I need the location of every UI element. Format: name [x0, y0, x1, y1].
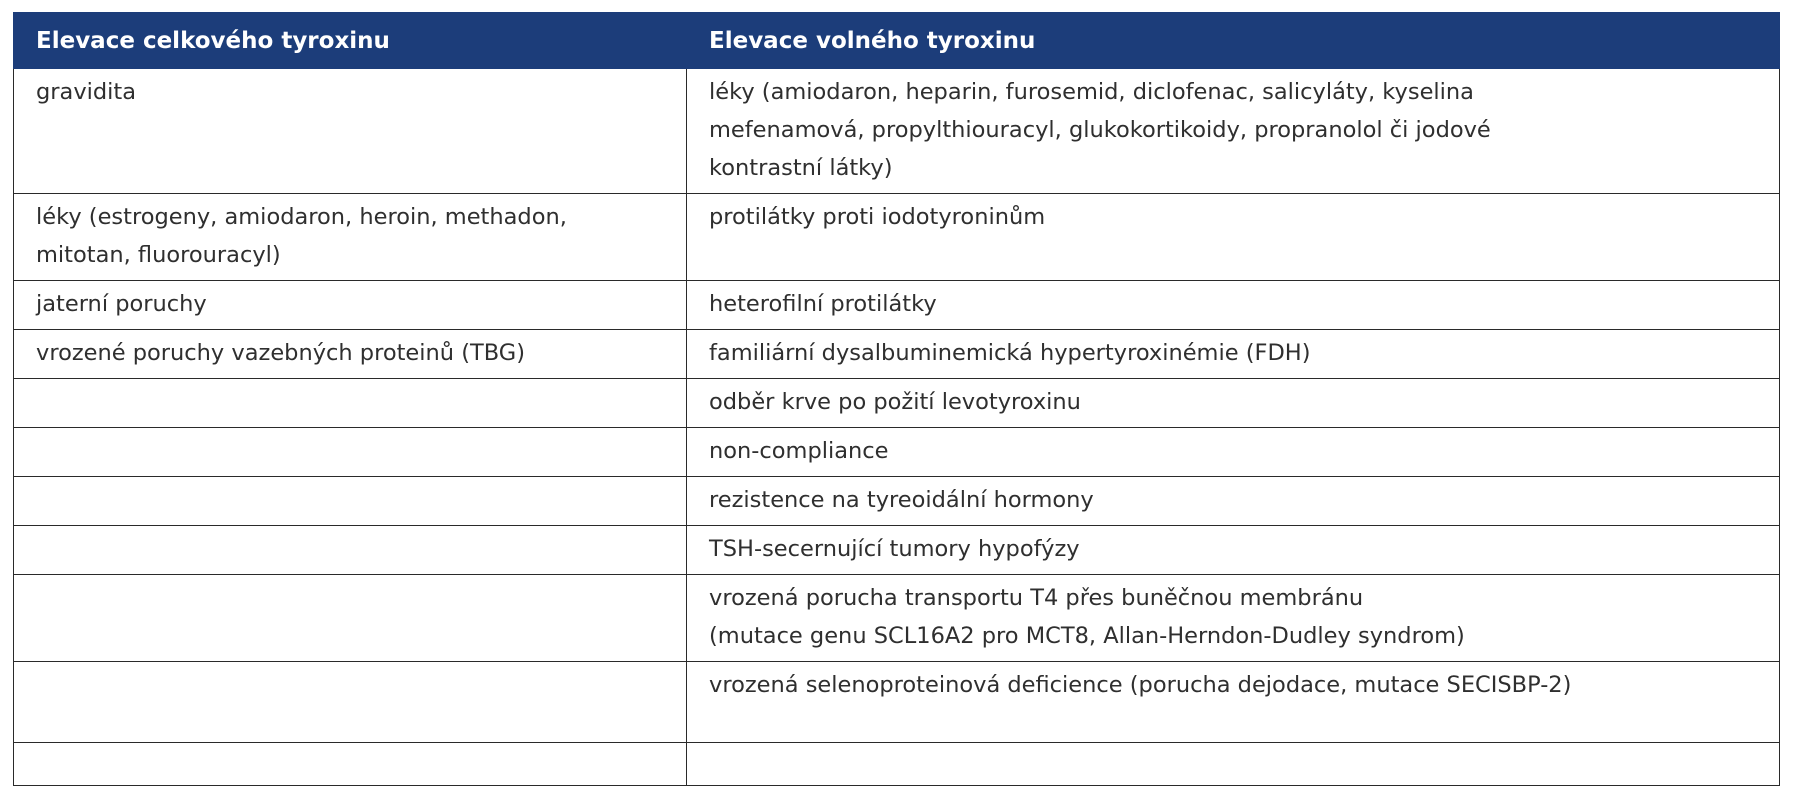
header-free-thyroxine: Elevace volného tyroxinu: [687, 13, 1780, 69]
table-row: [14, 330, 1780, 379]
free-thyroxine-cell: protilátky proti iodotyroninům: [687, 194, 1780, 281]
table-header-row: [14, 13, 1780, 69]
total-thyroxine-cell: [14, 526, 687, 575]
total-thyroxine-cell: [14, 743, 687, 786]
thyroxine-elevation-table-container: [13, 12, 1779, 786]
total-thyroxine-cell: [14, 379, 687, 428]
free-thyroxine-cell: odběr krve po požití levotyroxinu: [687, 379, 1780, 428]
total-thyroxine-cell: [14, 428, 687, 477]
table-row: [14, 526, 1780, 575]
table-row: [14, 662, 1780, 743]
table-row: [14, 69, 1780, 194]
free-thyroxine-cell: rezistence na tyreoidální hormony: [687, 477, 1780, 526]
free-thyroxine-cell: vrozená porucha transportu T4 přes buněčnou membránu (mutace genu SCL16A2 pro MCT8, Allan-Herndon-Dudley syndrom): [687, 575, 1780, 662]
total-thyroxine-cell: léky (estrogeny, amiodaron, heroin, methadon, mitotan, fluorouracyl): [14, 194, 687, 281]
free-thyroxine-cell: vrozená selenoproteinová deficience (porucha dejodace, mutace SECISBP-2): [687, 662, 1780, 743]
total-thyroxine-cell: [14, 575, 687, 662]
header-total-thyroxine: Elevace celkového tyroxinu: [14, 13, 687, 69]
total-thyroxine-cell: vrozené poruchy vazebných proteinů (TBG): [14, 330, 687, 379]
table-row: [14, 428, 1780, 477]
table-row: [14, 477, 1780, 526]
free-thyroxine-cell: heterofilní protilátky: [687, 281, 1780, 330]
free-thyroxine-cell: [687, 743, 1780, 786]
total-thyroxine-cell: [14, 477, 687, 526]
free-thyroxine-cell: familiární dysalbuminemická hypertyroxinémie (FDH): [687, 330, 1780, 379]
free-thyroxine-cell: non-compliance: [687, 428, 1780, 477]
free-thyroxine-cell: TSH-secernující tumory hypofýzy: [687, 526, 1780, 575]
table-row: [14, 379, 1780, 428]
table-row: [14, 575, 1780, 662]
total-thyroxine-cell: gravidita: [14, 69, 687, 194]
free-thyroxine-cell: léky (amiodaron, heparin, furosemid, diclofenac, salicyláty, kyselina mefenamová, propylthiouracyl, glukokortikoidy, propranolol či jodové kontrastní látky): [687, 69, 1780, 194]
table-row: [14, 194, 1780, 281]
table-row: [14, 281, 1780, 330]
table-row: [14, 743, 1780, 786]
total-thyroxine-cell: jaterní poruchy: [14, 281, 687, 330]
total-thyroxine-cell: [14, 662, 687, 743]
thyroxine-elevation-table: [13, 12, 1780, 786]
